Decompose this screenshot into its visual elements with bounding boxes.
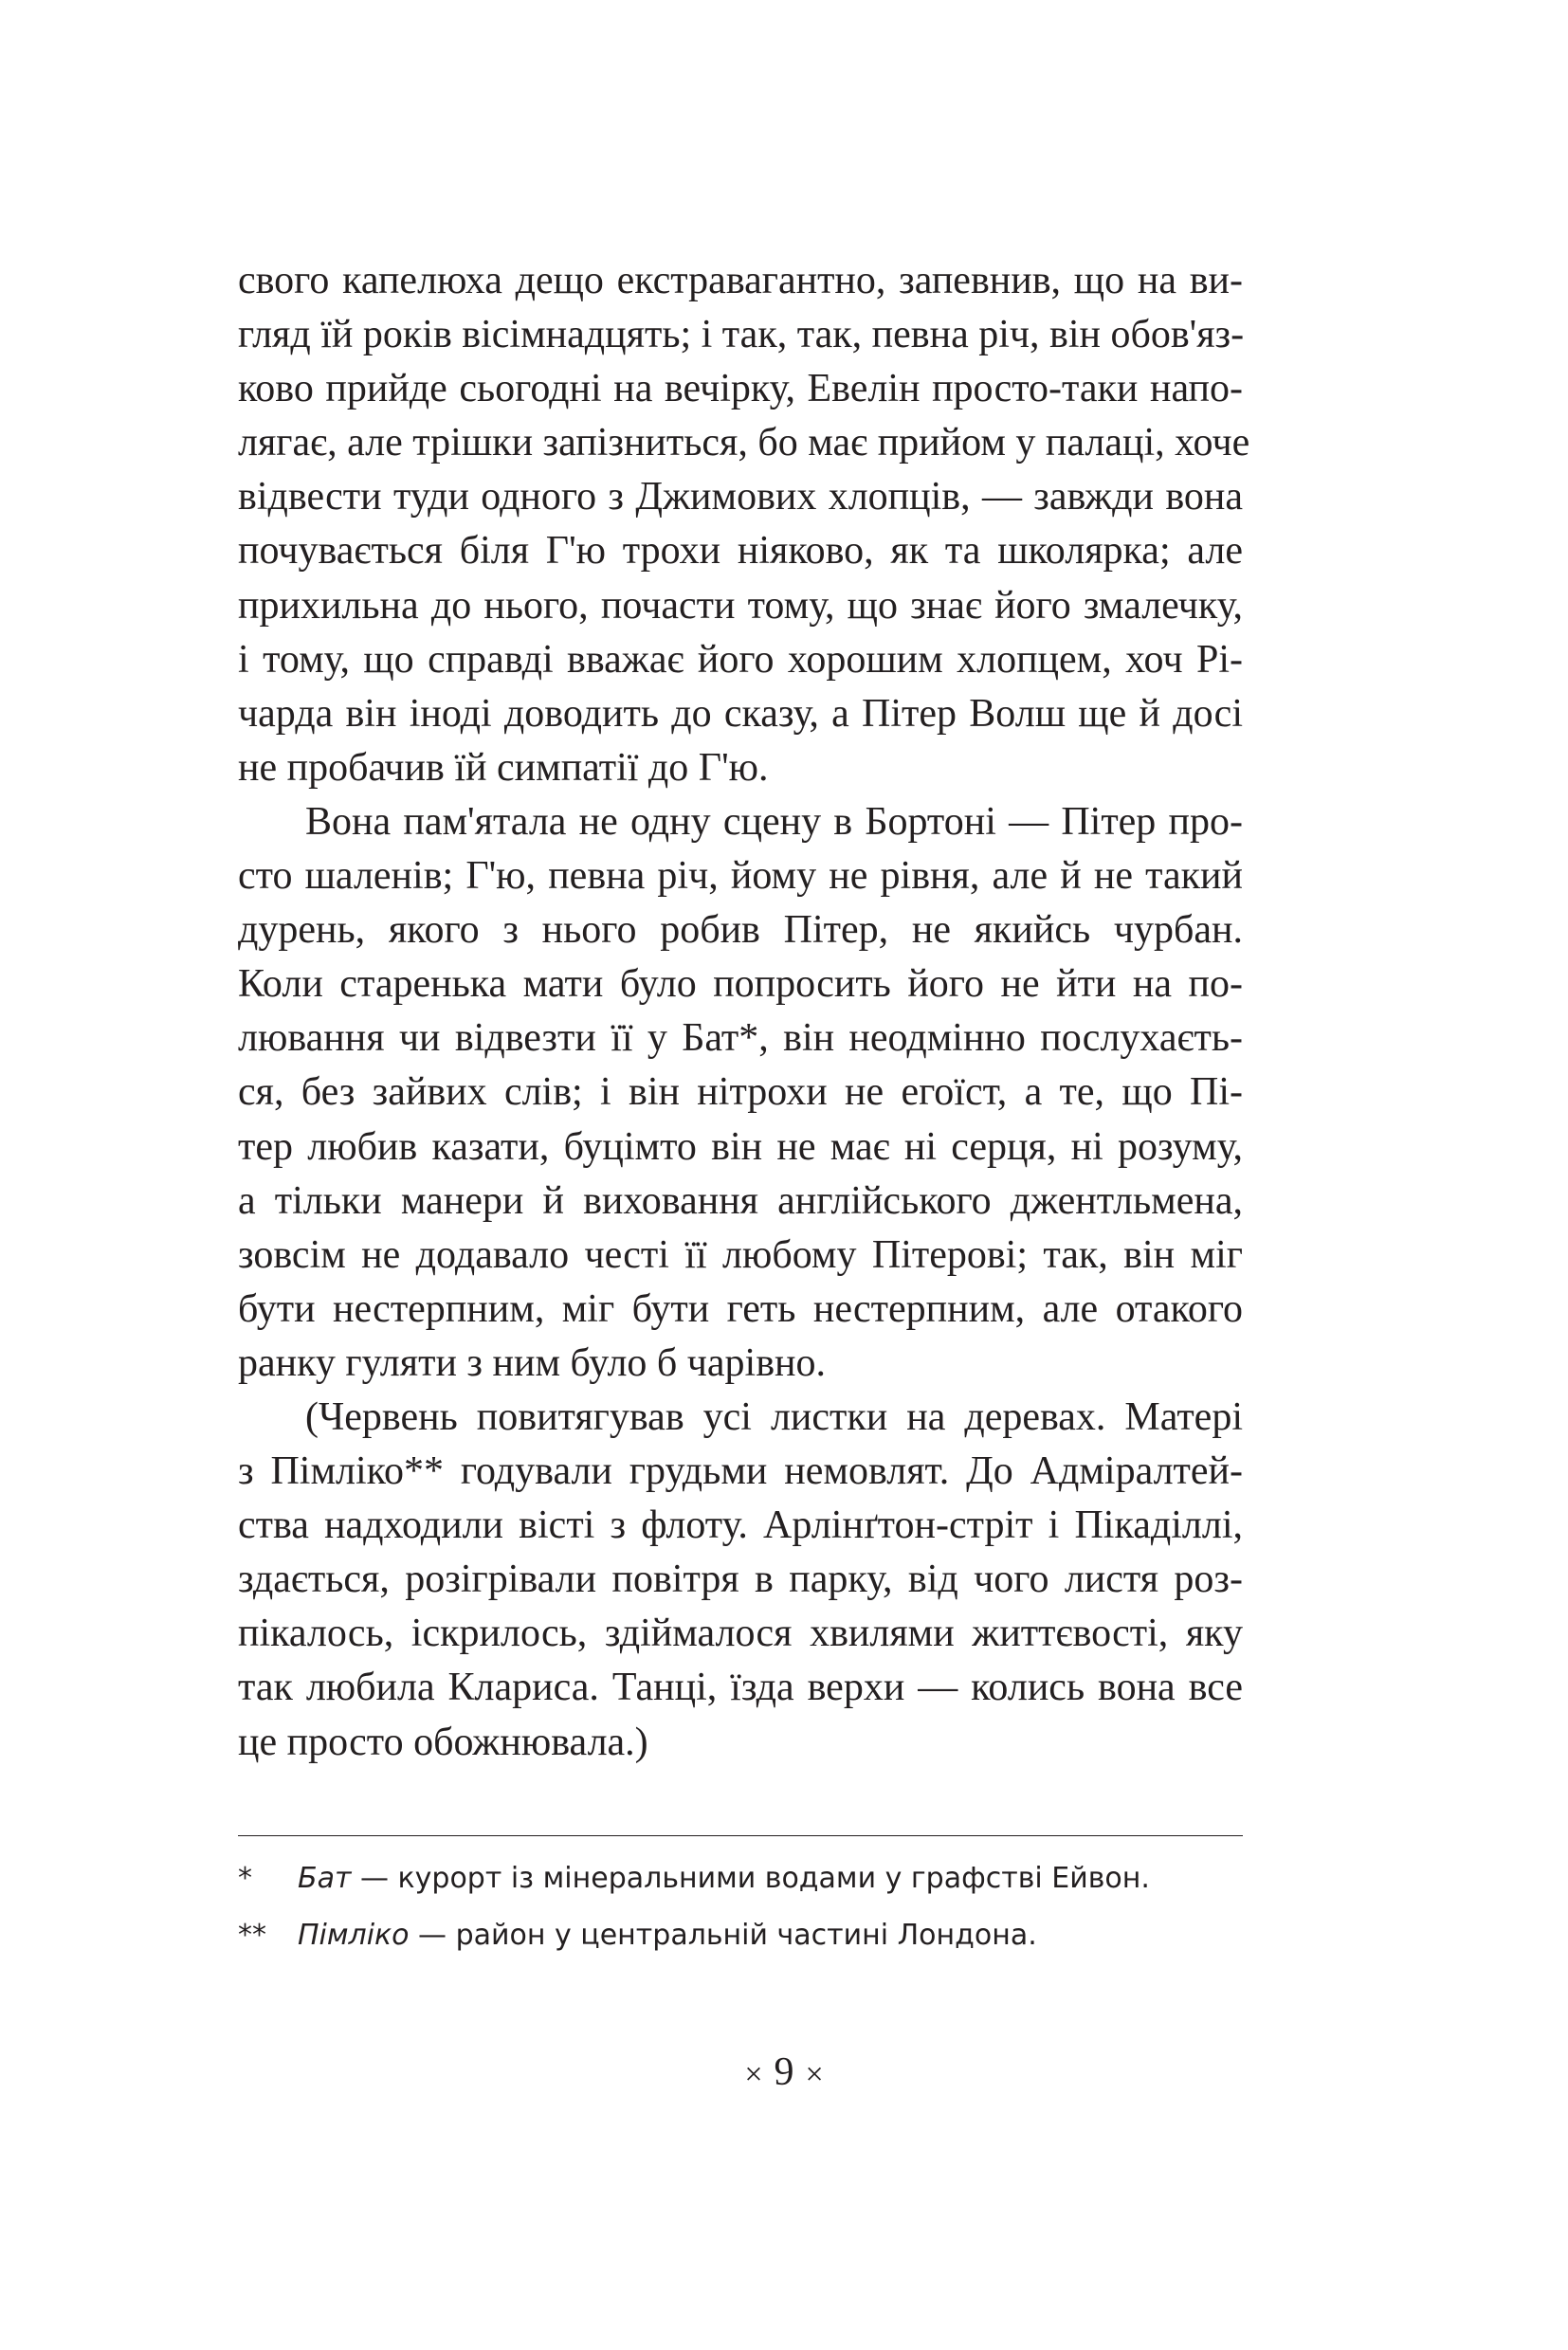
footnote-text: — курорт із мінеральними водами у графстві Ейвон. — [351, 1862, 1150, 1895]
text-line: сто шаленів; Г'ю, певна річ, йому не рівня, але й не такий — [238, 854, 1243, 899]
page-number-ornament-left: × — [744, 2057, 763, 2092]
footnote-mark: * — [238, 1862, 252, 1895]
text-line: бути нестерпним, міг бути геть нестерпним, але отакого — [238, 1286, 1243, 1331]
footnote-term: Бат — [298, 1862, 352, 1895]
text-line: з Пімліко** годували грудьми немовлят. До Адміралтей- — [238, 1449, 1243, 1494]
text-line: тер любив казати, буцімто він не має ні серця, ні розуму, — [238, 1124, 1243, 1169]
text-line: це просто обожнювала.) — [238, 1720, 648, 1764]
text-line: здається, розігрівали повітря в парку, від чого листя роз- — [238, 1558, 1243, 1602]
text-line: лягає, але трішки запізниться, бо має прийом у палаці, хоче — [238, 421, 1250, 465]
footnotes — [238, 1860, 1243, 1974]
footnote — [238, 1917, 1243, 1955]
text-line: прихильна до нього, почасти тому, що знає його змалечку, — [238, 583, 1243, 628]
text-line: ся, без зайвих слів; і він нітрохи не егоїст, а те, що Пі- — [238, 1070, 1243, 1115]
text-line: відвести туди одного з Джимових хлопців, — завжди вона — [238, 475, 1243, 519]
text-line: ства надходили вісті з флоту. Арлінґтон-стріт і Пікаділлі, — [238, 1503, 1243, 1548]
text-line: Вона пам'ятала не одну сцену в Бортоні — Пітер про- — [305, 799, 1243, 844]
footnote-divider — [238, 1835, 1243, 1836]
footnote-text: — район у центральній частині Лондона. — [409, 1919, 1037, 1952]
text-line: почувається біля Г'ю трохи ніяково, як та школярка; але — [238, 529, 1243, 574]
footnote-mark: ** — [238, 1919, 266, 1952]
footnote-content — [298, 1860, 1150, 1898]
text-line: а тільки манери й виховання англійського джентльмена, — [238, 1178, 1243, 1223]
text-line: лювання чи відвезти її у Бат*, він неодмінно послухаєть- — [238, 1016, 1243, 1061]
footnote-content — [298, 1917, 1037, 1955]
text-line: пікалось, іскрилось, здіймалося хвилями життєвості, яку — [238, 1612, 1243, 1656]
footnote — [238, 1860, 1243, 1898]
text-line: і тому, що справді вважає його хорошим хлопцем, хоч Рі- — [238, 637, 1243, 682]
text-line: дурень, якого з нього робив Пітер, не якийсь чурбан. — [238, 908, 1243, 953]
page-number — [0, 2049, 1568, 2098]
text-line: не пробачив їй симпатії до Г'ю. — [238, 745, 769, 790]
text-line: зовсім не додавало честі її любому Пітерові; так, він міг — [238, 1232, 1243, 1277]
text-line: (Червень повитягував усі листки на деревах. Матері — [305, 1394, 1243, 1439]
text-line: ранку гуляти з ним було б чарівно. — [238, 1340, 827, 1385]
text-line: свого капелюха дещо екстравагантно, запевнив, що на ви- — [238, 259, 1243, 302]
page-number-ornament-right: × — [805, 2057, 824, 2092]
page-number-value: 9 — [774, 2050, 794, 2094]
text-line: чарда він іноді доводить до сказу, а Пітер Волш ще й досі — [238, 691, 1243, 736]
text-line: Коли старенька мати було попросить його не йти на по- — [238, 962, 1243, 1007]
text-line: ково прийде сьогодні на вечірку, Евелін просто-таки напо- — [238, 367, 1243, 411]
footnote-term: Пімліко — [298, 1919, 410, 1952]
text-line: так любила Клариса. Танці, їзда верхи — колись вона все — [238, 1666, 1243, 1710]
text-line: гляд їй років вісімнадцять; і так, так, певна річ, він обов'яз- — [238, 313, 1245, 357]
body-text — [238, 254, 1250, 1770]
